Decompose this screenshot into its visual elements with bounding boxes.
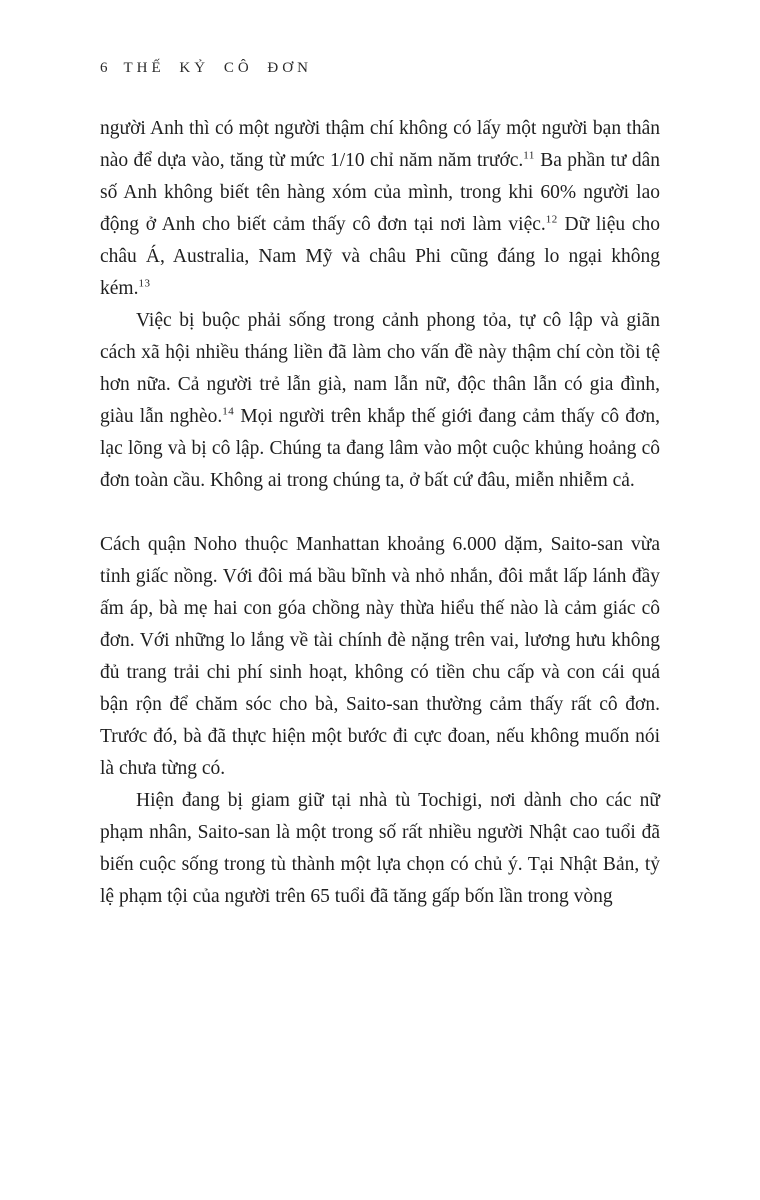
footnote-reference: 14: [222, 405, 235, 418]
body-text: [100, 113, 660, 913]
footnote-reference: 13: [138, 277, 151, 290]
paragraph: Hiện đang bị giam giữ tại nhà tù Tochigi, nơi dành cho các nữ phạm nhân, Saito-san là một trong số rất nhiều người Nhật cao tuổi đã biến cuộc sống trong tù thành một lựa chọn có chủ ý. Tại Nhật Bản, tỷ lệ phạm tội của người trên 65 tuổi đã tăng gấp bốn lần trong vòng: [100, 790, 660, 907]
page-number: 6: [100, 60, 108, 76]
page-header: [100, 60, 660, 77]
footnote-reference: 11: [523, 149, 535, 162]
footnote-reference: 12: [545, 213, 558, 226]
paragraph: Cách quận Noho thuộc Manhattan khoảng 6.000 dặm, Saito-san vừa tỉnh giấc nồng. Với đôi má bầu bĩnh và nhỏ nhắn, đôi mắt lấp lánh đầy ấm áp, bà mẹ hai con góa chồng này thừa hiểu thế nào là cảm giác cô đơn. Với những lo lắng về tài chính đè nặng trên vai, lương hưu không đủ trang trải chi phí sinh hoạt, không có tiền chu cấp và con cái quá bận rộn để chăm sóc cho bà, Saito-san thường cảm thấy rất cô đơn. Trước đó, bà đã thực hiện một bước đi cực đoan, nếu không muốn nói là chưa từng có.: [100, 534, 660, 779]
paragraph: Việc bị buộc phải sống trong cảnh phong tỏa, tự cô lập và giãn cách xã hội nhiều tháng liền đã làm cho vấn đề này thậm chí còn tồi tệ hơn nữa. Cả người trẻ lẫn già, nam lẫn nữ, độc thân lẫn có gia đình, giàu lẫn nghèo.$^{14}$ Mọi người trên khắp thế giới đang cảm thấy cô đơn, lạc lõng và bị cô lập. Chúng ta đang lâm vào một cuộc khủng hoảng cô đơn toàn cầu. Không ai trong chúng ta, ở bất cứ đâu, miễn nhiễm cả.: [100, 310, 660, 491]
page-title: THẾ KỶ CÔ ĐƠN: [123, 60, 312, 76]
paragraph: người Anh thì có một người thậm chí không có lấy một người bạn thân nào để dựa vào, tăng từ mức 1/10 chỉ năm năm trước.$^{11}$ Ba phần tư dân số Anh không biết tên hàng xóm của mình, trong khi 60% người lao động ở Anh cho biết cảm thấy cô đơn tại nơi làm việc.$^{12}$ Dữ liệu cho châu Á, Australia, Nam Mỹ và châu Phi cũng đáng lo ngại không kém.$^{13}$: [100, 118, 661, 299]
